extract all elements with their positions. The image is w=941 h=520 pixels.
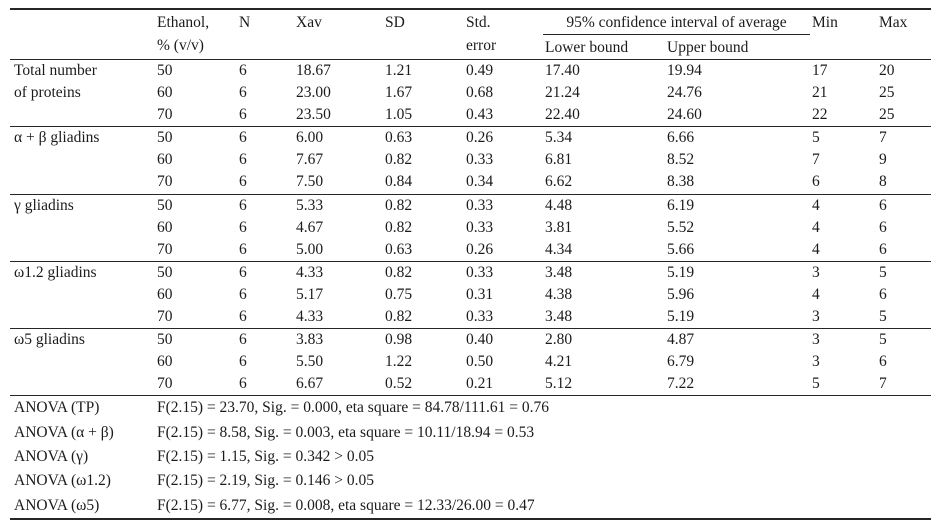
cell-min: 4 [812,285,820,303]
cell-lower-bound: 3.48 [545,263,573,281]
gliadin-statistics-table [10,8,931,520]
anova-row [10,396,931,421]
cell-lower-bound: 6.62 [545,173,573,191]
cell-std-error: 0.40 [466,331,494,349]
cell-ethanol: 70 [157,106,173,124]
cell-n: 6 [239,353,247,371]
cell-sd: 1.67 [385,84,413,102]
cell-n: 6 [239,84,247,102]
cell-n: 6 [239,151,247,169]
cell-lower-bound: 21.24 [545,84,580,102]
cell-sd: 0.63 [385,129,413,147]
cell-lower-bound: 5.12 [545,375,573,393]
cell-lower-bound: 17.40 [545,62,580,79]
cell-sd: 0.52 [385,375,413,393]
cell-max: 9 [879,151,887,169]
cell-min: 3 [812,263,820,281]
cell-std-error: 0.43 [466,106,494,124]
anova-result-text: F(2.15) = 8.58, Sig. = 0.003, eta square = 10.11/18.94 = 0.53 [157,423,535,441]
cell-ethanol: 60 [157,218,173,236]
cell-lower-bound: 2.80 [545,331,573,349]
cell-min: 5 [812,375,820,393]
anova-label: ANOVA (γ) [14,448,89,465]
header-row-1 [10,9,931,35]
cell-std-error: 0.49 [466,62,494,79]
cell-xav: 6.00 [296,129,324,147]
cell-upper-bound: 6.79 [667,353,695,371]
cell-lower-bound: 3.48 [545,308,573,326]
cell-xav: 4.67 [296,218,324,236]
cell-xav: 5.00 [296,240,324,258]
cell-std-error: 0.26 [466,240,494,258]
cell-ethanol: 50 [157,62,173,79]
table-row [10,60,931,83]
cell-upper-bound: 6.19 [667,196,695,214]
cell-upper-bound: 4.87 [667,331,695,349]
cell-ethanol: 70 [157,308,173,326]
cell-max: 5 [879,331,887,349]
cell-sd: 0.82 [385,196,413,214]
row-group-label: ω5 gliadins [14,331,85,349]
cell-min: 21 [812,84,828,102]
cell-min: 22 [812,106,828,124]
cell-max: 25 [879,84,895,102]
header-max: Max [877,9,931,60]
cell-std-error: 0.33 [466,218,494,236]
cell-max: 6 [879,353,887,371]
cell-max: 8 [879,173,887,191]
cell-max: 6 [879,285,887,303]
cell-lower-bound: 4.34 [545,240,573,258]
cell-upper-bound: 7.22 [667,375,695,393]
cell-xav: 3.83 [296,331,324,349]
header-ethanol [155,9,237,60]
header-ethanol-line2: % (v/v) [157,37,204,54]
header-confidence-interval-group: 95% confidence interval of average [543,9,810,35]
cell-std-error: 0.33 [466,263,494,281]
cell-max: 6 [879,240,887,258]
anova-row [10,494,931,519]
row-group-label: γ gliadins [14,196,74,214]
cell-std-error: 0.26 [466,129,494,147]
cell-xav: 4.33 [296,308,324,326]
cell-xav: 7.67 [296,151,324,169]
cell-max: 7 [879,375,887,393]
cell-ethanol: 70 [157,173,173,191]
group-omega12-gliadins [10,261,931,328]
header-xav: Xav [294,9,383,60]
table-row [10,329,931,352]
cell-min: 6 [812,173,820,191]
cell-max: 6 [879,196,887,214]
cell-n: 6 [239,62,247,79]
cell-sd: 0.84 [385,173,413,191]
cell-n: 6 [239,285,247,303]
anova-row [10,421,931,445]
cell-xav: 5.33 [296,196,324,214]
group-omega5-gliadins [10,329,931,396]
cell-lower-bound: 4.38 [545,285,573,303]
cell-ethanol: 50 [157,196,173,214]
header-std-error-line2: error [466,37,497,54]
cell-min: 5 [812,129,820,147]
cell-n: 6 [239,196,247,214]
cell-xav: 5.17 [296,285,324,303]
cell-n: 6 [239,263,247,281]
cell-std-error: 0.68 [466,84,494,102]
cell-upper-bound: 8.52 [667,151,695,169]
cell-min: 3 [812,353,820,371]
row-group-label-line2: of proteins [14,84,81,102]
cell-lower-bound: 4.48 [545,196,573,214]
cell-ethanol: 60 [157,84,173,102]
cell-upper-bound: 24.76 [667,84,702,102]
cell-ethanol: 60 [157,151,173,169]
cell-xav: 7.50 [296,173,324,191]
cell-ethanol: 50 [157,129,173,147]
cell-xav: 18.67 [296,62,331,79]
cell-min: 3 [812,308,820,326]
cell-sd: 0.82 [385,218,413,236]
anova-result-text: F(2.15) = 1.15, Sig. = 0.342 > 0.05 [157,448,374,465]
cell-sd: 0.98 [385,331,413,349]
cell-min: 4 [812,240,820,258]
cell-max: 6 [879,218,887,236]
anova-label: ANOVA (ω1.2) [14,472,111,490]
cell-min: 3 [812,331,820,349]
cell-xav: 6.67 [296,375,324,393]
cell-min: 4 [812,218,820,236]
header-n: N [237,9,294,60]
row-group-label [10,60,155,127]
cell-min: 4 [812,196,820,214]
table-row [10,194,931,217]
cell-ethanol: 70 [157,375,173,393]
cell-sd: 0.82 [385,151,413,169]
cell-ethanol: 60 [157,353,173,371]
cell-xav: 23.50 [296,106,331,124]
header-lower-bound: Lower bound [543,35,665,60]
cell-lower-bound: 22.40 [545,106,580,124]
cell-upper-bound: 5.66 [667,240,695,258]
cell-upper-bound: 24.60 [667,106,702,124]
cell-lower-bound: 6.81 [545,151,573,169]
cell-xav: 23.00 [296,84,331,102]
cell-n: 6 [239,129,247,147]
cell-sd: 0.63 [385,240,413,258]
cell-std-error: 0.33 [466,308,494,326]
cell-ethanol: 70 [157,240,173,258]
cell-sd: 0.82 [385,263,413,281]
anova-label: ANOVA (TP) [14,399,100,417]
group-total-proteins [10,60,931,127]
cell-sd: 0.75 [385,285,413,303]
cell-n: 6 [239,106,247,124]
cell-max: 25 [879,106,895,124]
anova-section [10,396,931,519]
cell-std-error: 0.33 [466,196,494,214]
cell-min: 7 [812,151,820,169]
table-header [10,9,931,60]
cell-upper-bound: 5.19 [667,308,695,326]
cell-upper-bound: 8.38 [667,173,695,191]
table-row [10,127,931,150]
header-min: Min [810,9,877,60]
anova-label: ANOVA (ω5) [14,496,100,514]
anova-row [10,445,931,469]
cell-n: 6 [239,240,247,258]
header-sd: SD [383,9,464,60]
header-rowlabel-cell [10,9,155,60]
cell-max: 5 [879,308,887,326]
header-std-error [464,9,543,60]
cell-std-error: 0.33 [466,151,494,169]
cell-xav: 5.50 [296,353,324,371]
cell-std-error: 0.31 [466,285,494,303]
header-std-error-line1: Std. [466,14,491,31]
cell-ethanol: 60 [157,285,173,303]
cell-upper-bound: 5.96 [667,285,695,303]
row-group-label: ω1.2 gliadins [14,263,97,281]
cell-n: 6 [239,375,247,393]
anova-result-text: F(2.15) = 23.70, Sig. = 0.000, eta square = 84.78/111.61 = 0.76 [157,399,550,417]
cell-n: 6 [239,308,247,326]
cell-max: 20 [879,62,895,79]
cell-lower-bound: 3.81 [545,218,573,236]
anova-label: ANOVA (α + β) [14,423,114,441]
cell-min: 17 [812,62,828,79]
cell-n: 6 [239,331,247,349]
cell-ethanol: 50 [157,263,173,281]
cell-sd: 1.22 [385,353,413,371]
cell-upper-bound: 5.52 [667,218,695,236]
cell-upper-bound: 19.94 [667,62,702,79]
header-upper-bound: Upper bound [665,35,810,60]
cell-std-error: 0.50 [466,353,494,371]
cell-sd: 1.05 [385,106,413,124]
group-gamma-gliadins [10,194,931,261]
anova-row [10,469,931,493]
row-group-label-line1: Total number [14,62,97,79]
group-alpha-beta-gliadins [10,127,931,194]
cell-max: 5 [879,263,887,281]
anova-result-text: F(2.15) = 2.19, Sig. = 0.146 > 0.05 [157,472,374,490]
cell-upper-bound: 6.66 [667,129,695,147]
cell-n: 6 [239,218,247,236]
table-row [10,261,931,284]
cell-upper-bound: 5.19 [667,263,695,281]
cell-sd: 1.21 [385,62,413,79]
header-ethanol-line1: Ethanol, [157,14,210,31]
cell-std-error: 0.21 [466,375,494,393]
cell-lower-bound: 4.21 [545,353,573,371]
cell-max: 7 [879,129,887,147]
cell-ethanol: 50 [157,331,173,349]
cell-sd: 0.82 [385,308,413,326]
cell-lower-bound: 5.34 [545,129,573,147]
cell-n: 6 [239,173,247,191]
anova-result-text: F(2.15) = 6.77, Sig. = 0.008, eta square = 12.33/26.00 = 0.47 [157,496,535,514]
row-group-label: α + β gliadins [14,129,100,147]
cell-std-error: 0.34 [466,173,494,191]
cell-xav: 4.33 [296,263,324,281]
